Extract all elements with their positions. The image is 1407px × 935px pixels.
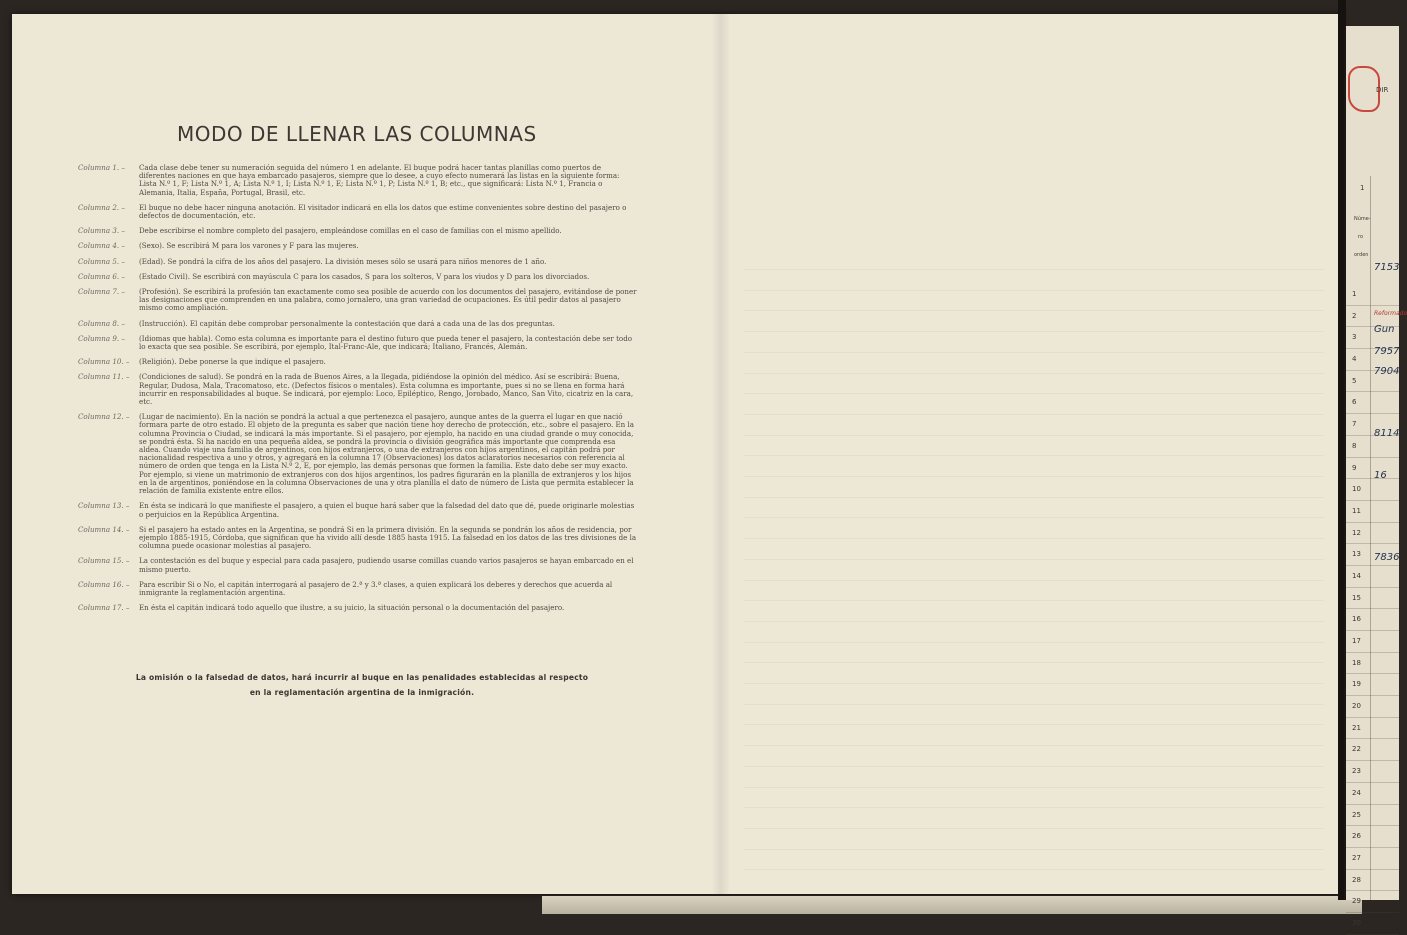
column-label: Columna 1. – (78, 163, 125, 172)
instruction-item (78, 320, 638, 328)
ghost-row-line (744, 269, 1324, 270)
ghost-row-line (744, 807, 1324, 808)
ghost-row-line (744, 766, 1324, 767)
column-text: (Profesión). Se escribirá la profesión tan exactamente como sea posible de acuerdo con los documentos del pasajero, evitándose de poner las designaciones que comprenden en una palabra, como jornalero, una gran variedad de ocupaciones. Es útil pedir datos al pasajero mismo como ampliación. (139, 287, 637, 313)
warning-line: La omisión o la falsedad de datos, hará incurrir al buque en las penalidades establecidas al respecto (135, 673, 589, 682)
row-number: 28 (1346, 870, 1399, 892)
header-label: ro (1358, 234, 1364, 240)
ghost-row-line (744, 869, 1324, 870)
ghost-row-line (744, 352, 1324, 353)
instruction-list (78, 164, 638, 619)
row-number: 5 (1346, 371, 1399, 393)
column-text: La contestación es del buque y especial para cada pasajero, pudiendo usarse comillas cuando varios pasajeros se hayan embarcado en el mismo puerto. (139, 556, 634, 574)
ghost-row-line (744, 538, 1324, 539)
column-label: Columna 5. – (78, 256, 125, 266)
row-number: 30 (1346, 913, 1399, 935)
column-label: Columna 10. – (78, 357, 130, 367)
ghost-row-line (744, 497, 1324, 498)
page-title: MODO DE LLENAR LAS COLUMNAS (177, 122, 537, 146)
column-label: Columna 6. – (78, 271, 125, 281)
row-number: 16 (1346, 609, 1399, 631)
instruction-item (78, 526, 638, 551)
ghost-row-line (744, 455, 1324, 456)
ghost-row-line (744, 849, 1324, 850)
column-text: (Estado Civil). Se escribirá con mayúscula C para los casados, S para los solteros, V para los viudos y D para los divorciados. (139, 271, 590, 281)
row-number: 4 (1346, 349, 1399, 371)
column-label: Columna 15. – (78, 556, 130, 566)
handwritten-entry: Gun (1374, 324, 1395, 335)
column-text: Para escribir Si o No, el capitán interrogará al pasajero de 2.ª y 3.ª clases, a quien explicará los deberes y derechos que acuerda al inmigrante la reglamentación argentina. (139, 579, 613, 597)
row-number: 22 (1346, 739, 1399, 761)
ghost-row-line (744, 724, 1324, 725)
column-text: (Lugar de nacimiento). En la nación se pondrá la actual a que pertenezca el pasajero, aunque antes de la guerra el lugar en que nació formara parte de otro estado. El objeto de la pregunta es saber que nación tiene hoy derecho de protección, etc., sobre el pasajero. En la columna Provincia o Ciudad, se indicará la más importante. Si el pasajero, por ejemplo, ha nacido en una ciudad grande o muy conocida, se pondrá ésta. Si ha nacido en una pequeña aldea, se pondrá la provincia o división geográfica más importante que comprenda esa aldea. Cuando viaje una familia de argentinos, con hijos extranjeros, o una de extranjeros con hijos argentinos, el capitán podrá por nacionalidad respectiva a uno y otros, y agregará en la columna 17 (Observaciones) los datos aclaratorios necesarios con referencia al número de orden que tenga en la Lista N.º 2, E, por ejemplo, las demás personas que formen la familia. Este dato debe ser muy exacto. Por ejemplo, si viene un matrimonio de extranjeros con dos hijos argentinos, los padres figurarán en la planilla de extranjeros y los hijos en la de argentinos, poniéndose en la columna Observaciones de una y otra planilla el dato de número de Lista que permita establecer la relación de familia existente entre ellos. (139, 412, 634, 496)
instruction-item (78, 557, 638, 573)
row-number: 10 (1346, 479, 1399, 501)
ghost-row-line (744, 476, 1324, 477)
column-text: Cada clase debe tener su numeración seguida del número 1 en adelante. El buque podrá hacer tantas planillas como puertos de diferentes naciones en que haya embarcado pasajeros, siempre que lo desee, a cuyo efecto numerará las listas en la siguiente forma: Lista N.º 1, F; Lista N.º 1, A; Lista N.º 1, I; Lista N.º 1, E; Lista N.º 1, P; Lista N.º 1, B; etc., que significará: Lista N.º 1, Francia o Alemania, Italia, España, Portugal, Brasil, etc. (139, 163, 620, 197)
row-number: 25 (1346, 805, 1399, 827)
ghost-row-line (744, 600, 1324, 601)
column-text: En ésta el capitán indicará todo aquello que ilustre, a su juicio, la situación personal o la documentación del pasajero. (139, 603, 565, 613)
column-text: (Edad). Se pondrá la cifra de los años del pasajero. La división meses sólo se usará para niños menores de 1 año. (139, 256, 547, 266)
row-number: 11 (1346, 501, 1399, 523)
row-number: 24 (1346, 783, 1399, 805)
row-number: 29 (1346, 891, 1399, 913)
document-page (12, 14, 1342, 894)
handwritten-entry: 7836 (1374, 552, 1400, 563)
instruction-item (78, 358, 638, 366)
ghost-row-line (744, 580, 1324, 581)
handwritten-entry: 7957 (1374, 346, 1400, 357)
ghost-row-line (744, 373, 1324, 374)
instruction-item (78, 413, 638, 495)
row-number: 2 (1346, 306, 1399, 328)
ghost-row-line (744, 435, 1324, 436)
column-text: (Instrucción). El capitán debe comprobar personalmente la contestación que dará a cada una de las dos preguntas. (139, 318, 555, 328)
column-label: Columna 8. – (78, 318, 125, 328)
row-number: 9 (1346, 458, 1399, 480)
ghost-row-line (744, 787, 1324, 788)
handwritten-entry: 7904 (1374, 366, 1400, 377)
row-number: 26 (1346, 826, 1399, 848)
row-number: 6 (1346, 392, 1399, 414)
column-text: (Sexo). Se escribirá M para los varones y F para las mujeres. (139, 241, 359, 251)
column-label: Columna 17. – (78, 603, 130, 613)
row-number-list (1346, 284, 1399, 935)
page-edge (542, 896, 1362, 914)
red-handwritten-note: Reformado (1374, 310, 1407, 317)
row-number: 27 (1346, 848, 1399, 870)
dir-header: DIR (1376, 86, 1389, 94)
row-number: 1 (1346, 284, 1399, 306)
warning-line: en la reglamentación argentina de la inmigración. (249, 688, 475, 697)
row-number: 20 (1346, 696, 1399, 718)
instruction-item (78, 164, 638, 197)
row-number: 3 (1346, 327, 1399, 349)
column-label: Columna 16. – (78, 579, 130, 589)
column-text: El buque no debe hacer ninguna anotación. El visitador indicará en ella los datos que estime convenientes sobre destino del pasajero o defectos de documentación, etc. (139, 202, 627, 221)
instruction-item (78, 204, 638, 220)
instruction-item (78, 288, 638, 313)
row-number: 19 (1346, 674, 1399, 696)
column-text: En ésta se indicará lo que manifieste el pasajero, a quien el buque hará saber que la falsedad del dato que dé, puede originarle molestias o perjuicios en la República Argentina. (139, 501, 635, 519)
column-text: (Condiciones de salud). Se pondrá en la rada de Buenos Aires, a la llegada, pidiéndose la opinión del médico. Así se escribirá: Buena, Regular, Dudosa, Mala, Tracomatoso, etc. (Defectos físicos o mentales). Esta columna es importante, pues si no se llena en forma hará incurrir en responsabilidades al buque. Se indicará, por ejemplo: Loco, Epiléptico, Rengo, Jorobado, Manco, San Vito, cicatriz en la cara, etc. (139, 372, 634, 407)
ghost-row-line (744, 828, 1324, 829)
column-label: Columna 2. – (78, 202, 125, 212)
instruction-item (78, 227, 638, 235)
ghost-row-line (744, 290, 1324, 291)
column-number-header: 1 (1360, 184, 1365, 192)
ghost-row-line (744, 683, 1324, 684)
ghost-row-line (744, 331, 1324, 332)
column-label: Columna 12. – (78, 412, 130, 422)
row-number: 12 (1346, 523, 1399, 545)
header-label: Núme- (1354, 216, 1371, 222)
ghost-row-line (744, 559, 1324, 560)
ghost-row-line (744, 662, 1324, 663)
ghost-row-line (744, 745, 1324, 746)
column-label: Columna 9. – (78, 333, 125, 343)
instruction-item (78, 502, 638, 518)
row-number: 14 (1346, 566, 1399, 588)
instruction-item (78, 258, 638, 266)
column-text: (Idiomas que habla). Como esta columna es importante para el destino futuro que pueda tener el pasajero, la contestación debe ser todo lo exacta que sea posible. Se escribirá, por ejemplo, Ital-Franc-Ale, que indicará; Italiano, Francés, Alemán. (139, 333, 633, 352)
column-label: Columna 14. – (78, 524, 130, 534)
ghost-row-line (744, 393, 1324, 394)
ghost-row-line (744, 414, 1324, 415)
row-number: 15 (1346, 588, 1399, 610)
ghost-row-line (744, 310, 1324, 311)
column-text: (Religión). Debe ponerse la que indique el pasajero. (139, 357, 326, 367)
handwritten-entry: 16 (1374, 470, 1387, 481)
instruction-item (78, 581, 638, 597)
column-label: Columna 3. – (78, 226, 125, 236)
ghost-row-line (744, 642, 1324, 643)
instruction-item (78, 373, 638, 406)
instruction-item (78, 604, 638, 612)
row-number: 23 (1346, 761, 1399, 783)
instruction-item (78, 273, 638, 281)
row-number: 8 (1346, 436, 1399, 458)
ghost-row-line (744, 621, 1324, 622)
instruction-item (78, 335, 638, 351)
row-number: 13 (1346, 544, 1399, 566)
ghost-row-line (744, 704, 1324, 705)
header-label: orden (1354, 252, 1369, 258)
handwritten-entry: 7153 (1374, 262, 1400, 273)
ledger-bleedthrough (724, 14, 1342, 894)
column-label: Columna 4. – (78, 241, 125, 251)
adjacent-ledger-page (1344, 26, 1407, 927)
row-number: 21 (1346, 718, 1399, 740)
handwritten-entry: 8114 (1374, 428, 1400, 439)
column-text: Debe escribirse el nombre completo del pasajero, empleándose comillas en el caso de familias con el mismo apellido. (139, 226, 562, 236)
instruction-item (78, 242, 638, 250)
row-number: 17 (1346, 631, 1399, 653)
ghost-row-line (744, 517, 1324, 518)
warning-notice (122, 670, 602, 700)
row-number: 18 (1346, 653, 1399, 675)
column-text: Si el pasajero ha estado antes en la Argentina, se pondrá Si en la primera división. En la segunda se pondrán los años de residencia, por ejemplo 1885-1915, Córdoba, que significan que ha vivido allí desde 1885 hasta 1915. La falsedad en los datos de las tres divisiones de la columna puede ocasionar molestias al pasajero. (139, 524, 637, 551)
instructions-page (12, 14, 722, 894)
column-label: Columna 11. – (78, 372, 130, 382)
column-label: Columna 13. – (78, 501, 130, 511)
row-number: 7 (1346, 414, 1399, 436)
column-label: Columna 7. – (78, 287, 125, 297)
